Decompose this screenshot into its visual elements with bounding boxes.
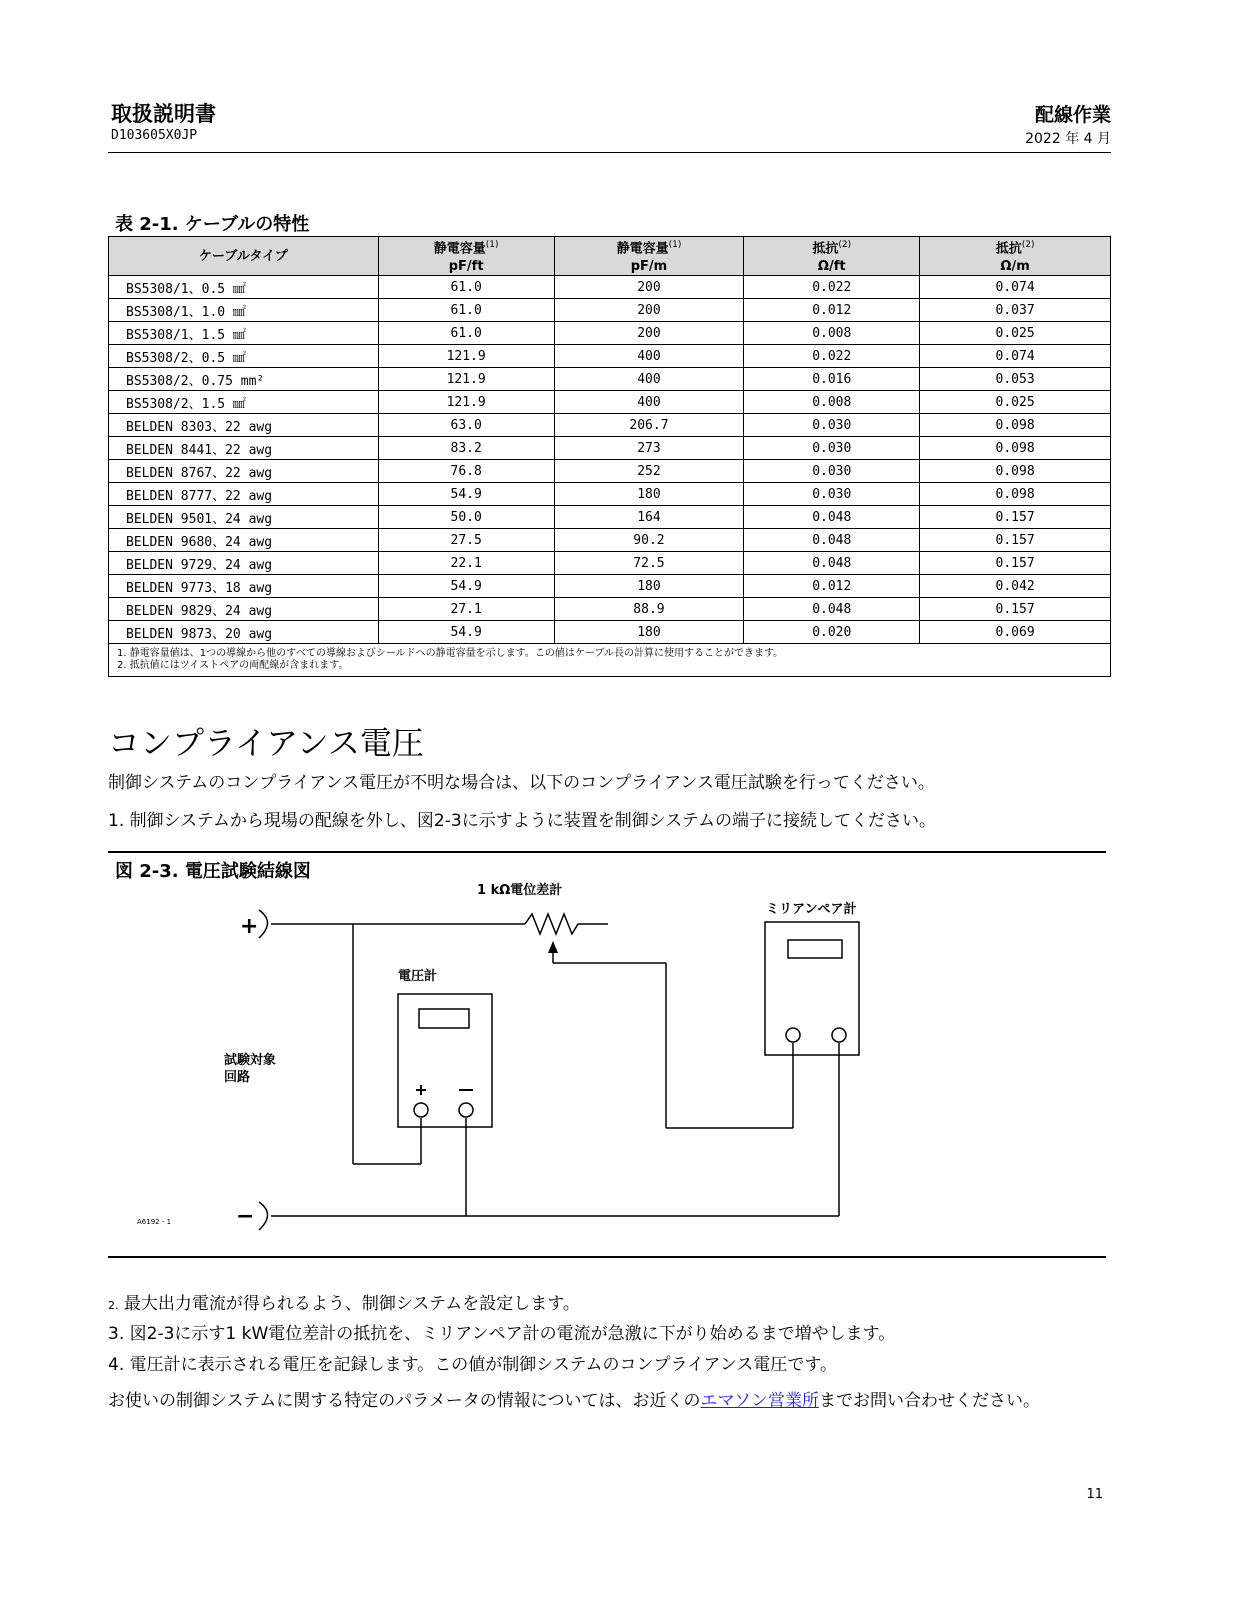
value-cell: 61.0	[378, 322, 554, 345]
cable-type-cell: BS5308/2、0.5 ㎟	[109, 345, 379, 368]
circuit-label-line1: 試験対象	[224, 1053, 277, 1068]
value-cell: 22.1	[378, 552, 554, 575]
value-cell: 200	[554, 276, 744, 299]
table-row	[109, 506, 1111, 529]
cable-type-cell: BELDEN 8767、22 awg	[109, 460, 379, 483]
milliammeter-box	[765, 922, 859, 1055]
value-cell: 180	[554, 621, 744, 644]
closing-paragraph	[108, 1386, 1040, 1411]
table-row	[109, 299, 1111, 322]
table-row	[109, 345, 1111, 368]
page-number: 11	[1086, 1487, 1103, 1502]
document-title: 取扱説明書	[111, 102, 216, 126]
voltage-test-wiring-diagram	[0, 870, 1237, 1260]
figure-id: A6192 - 1	[137, 1218, 172, 1226]
value-cell: 90.2	[554, 529, 744, 552]
table-row	[109, 322, 1111, 345]
value-cell: 400	[554, 391, 744, 414]
figure-bottom-rule	[108, 1256, 1106, 1258]
voltmeter-display	[419, 1009, 469, 1028]
value-cell: 400	[554, 368, 744, 391]
value-cell: 83.2	[378, 437, 554, 460]
value-cell: 121.9	[378, 368, 554, 391]
cable-type-cell: BELDEN 9829、24 awg	[109, 598, 379, 621]
step-4: 4. 電圧計に表示される電圧を記録します。この値が制御システムのコンプライアンス電圧です。	[108, 1355, 837, 1375]
value-cell: 206.7	[554, 414, 744, 437]
value-cell: 0.008	[744, 322, 920, 345]
figure-top-rule	[108, 851, 1106, 853]
step-2-number: 2.	[108, 1299, 119, 1312]
section-name: 配線作業	[1034, 104, 1111, 126]
value-cell: 0.008	[744, 391, 920, 414]
value-cell: 0.157	[920, 529, 1111, 552]
step-3: 3. 図2-3に示す1 kW電位差計の抵抗を、ミリアンペア計の電流が急激に下がり始めるまで増やします。	[108, 1324, 896, 1344]
table-row	[109, 621, 1111, 644]
value-cell: 121.9	[378, 345, 554, 368]
table-notes-row	[109, 644, 1111, 677]
value-cell: 54.9	[378, 575, 554, 598]
value-cell: 0.020	[744, 621, 920, 644]
value-cell: 0.157	[920, 598, 1111, 621]
value-cell: 200	[554, 299, 744, 322]
table-row	[109, 598, 1111, 621]
table-row	[109, 276, 1111, 299]
value-cell: 0.048	[744, 598, 920, 621]
value-cell: 0.098	[920, 483, 1111, 506]
value-cell: 27.1	[378, 598, 554, 621]
value-cell: 0.157	[920, 506, 1111, 529]
value-cell: 0.157	[920, 552, 1111, 575]
cable-type-cell: BS5308/2、0.75 mm²	[109, 368, 379, 391]
value-cell: 273	[554, 437, 744, 460]
cable-type-cell: BELDEN 8303、22 awg	[109, 414, 379, 437]
value-cell: 180	[554, 575, 744, 598]
cable-type-cell: BELDEN 9680、24 awg	[109, 529, 379, 552]
value-cell: 400	[554, 345, 744, 368]
document-date: 2022 年 4 月	[1025, 131, 1111, 147]
value-cell: 0.030	[744, 483, 920, 506]
table-row	[109, 368, 1111, 391]
value-cell: 0.074	[920, 345, 1111, 368]
milliammeter-display	[788, 940, 842, 958]
potentiometer-symbol	[525, 914, 578, 934]
table-row	[109, 391, 1111, 414]
table-caption: 表 2-1. ケーブルの特性	[115, 214, 310, 235]
value-cell: 0.016	[744, 368, 920, 391]
table-row	[109, 414, 1111, 437]
column-header-capacitance-m: 静電容量$^{(1)}$ pF/m	[554, 237, 744, 276]
milliammeter-label: ミリアンペア計	[766, 902, 857, 917]
cable-type-cell: BELDEN 9773、18 awg	[109, 575, 379, 598]
value-cell: 0.037	[920, 299, 1111, 322]
document-number: D103605X0JP	[111, 128, 198, 143]
column-header-resistance-ft: 抵抗$^{(2)}$ Ω/ft	[744, 237, 920, 276]
cable-type-cell: BS5308/1、1.5 ㎟	[109, 322, 379, 345]
value-cell: 0.098	[920, 460, 1111, 483]
value-cell: 0.042	[920, 575, 1111, 598]
value-cell: 0.022	[744, 276, 920, 299]
table-notes	[109, 644, 1111, 677]
value-cell: 200	[554, 322, 744, 345]
cable-type-cell: BELDEN 9873、20 awg	[109, 621, 379, 644]
plus-terminal-symbol	[259, 910, 268, 938]
value-cell: 0.098	[920, 437, 1111, 460]
circuit-label-line2: 回路	[224, 1070, 251, 1085]
value-cell: 0.030	[744, 460, 920, 483]
table-row	[109, 552, 1111, 575]
minus-label: −	[236, 1204, 255, 1229]
table-row	[109, 483, 1111, 506]
cable-type-cell: BS5308/1、0.5 ㎟	[109, 276, 379, 299]
intro-paragraph: 制御システムのコンプライアンス電圧が不明な場合は、以下のコンプライアンス電圧試験を行ってください。	[108, 773, 935, 793]
table-header-row	[109, 237, 1111, 276]
value-cell: 0.030	[744, 414, 920, 437]
value-cell: 0.053	[920, 368, 1111, 391]
value-cell: 0.048	[744, 552, 920, 575]
value-cell: 0.098	[920, 414, 1111, 437]
closing-text-before: お使いの制御システムに関する特定のパラメータの情報については、お近くの	[108, 1391, 701, 1411]
cable-type-cell: BS5308/1、1.0 ㎟	[109, 299, 379, 322]
step-2-text: 最大出力電流が得られるよう、制御システムを設定します。	[123, 1294, 580, 1314]
value-cell: 0.069	[920, 621, 1111, 644]
value-cell: 0.022	[744, 345, 920, 368]
value-cell: 61.0	[378, 299, 554, 322]
column-header-resistance-m: 抵抗$^{(2)}$ Ω/m	[920, 237, 1111, 276]
voltmeter-box	[398, 994, 492, 1127]
table-row	[109, 529, 1111, 552]
voltmeter-minus-jack	[459, 1103, 473, 1117]
milliammeter-jack-1	[786, 1028, 800, 1042]
table-note-1: 1. 静電容量値は、1つの導線から他のすべての導線およびシールドへの静電容量を示します。この値はケーブル長の計算に使用することができます。	[117, 648, 784, 659]
figure-caption: 図 2-3. 電圧試験結線図	[115, 861, 311, 882]
value-cell: 72.5	[554, 552, 744, 575]
voltmeter-plus-jack	[414, 1103, 428, 1117]
value-cell: 50.0	[378, 506, 554, 529]
column-header-cable-type: ケーブルタイプ	[109, 237, 379, 276]
value-cell: 121.9	[378, 391, 554, 414]
value-cell: 0.048	[744, 506, 920, 529]
potentiometer-wiper-arrow	[548, 941, 558, 953]
value-cell: 27.5	[378, 529, 554, 552]
column-header-capacitance-ft: 静電容量$^{(1)}$ pF/ft	[378, 237, 554, 276]
header-divider	[108, 152, 1111, 153]
value-cell: 54.9	[378, 621, 554, 644]
value-cell: 76.8	[378, 460, 554, 483]
value-cell: 61.0	[378, 276, 554, 299]
table-row	[109, 437, 1111, 460]
cable-type-cell: BELDEN 8777、22 awg	[109, 483, 379, 506]
cable-characteristics-table	[108, 236, 1111, 677]
table-row	[109, 460, 1111, 483]
plus-label: +	[240, 914, 259, 939]
value-cell: 252	[554, 460, 744, 483]
minus-terminal-symbol	[259, 1202, 268, 1230]
value-cell: 54.9	[378, 483, 554, 506]
cable-type-cell: BELDEN 9729、24 awg	[109, 552, 379, 575]
value-cell: 0.012	[744, 299, 920, 322]
cable-type-cell: BELDEN 8441、22 awg	[109, 437, 379, 460]
value-cell: 0.048	[744, 529, 920, 552]
value-cell: 164	[554, 506, 744, 529]
milliammeter-jack-2	[832, 1028, 846, 1042]
cable-type-cell: BS5308/2、1.5 ㎟	[109, 391, 379, 414]
table-note-2: 2. 抵抗値にはツイストペアの両配線が含まれます。	[117, 660, 349, 671]
table-row	[109, 575, 1111, 598]
value-cell: 0.030	[744, 437, 920, 460]
step-2	[108, 1289, 580, 1314]
value-cell: 180	[554, 483, 744, 506]
closing-text-after: までお問い合わせください。	[818, 1391, 1040, 1411]
value-cell: 0.025	[920, 391, 1111, 414]
potentiometer-label: 1 kΩ電位差計	[477, 883, 563, 898]
value-cell: 0.012	[744, 575, 920, 598]
step-1: 1. 制御システムから現場の配線を外し、図2-3に示すように装置を制御システムの端子に接続してください。	[108, 811, 936, 831]
section-heading: コンプライアンス電圧	[108, 724, 424, 762]
cable-type-cell: BELDEN 9501、24 awg	[109, 506, 379, 529]
value-cell: 63.0	[378, 414, 554, 437]
value-cell: 88.9	[554, 598, 744, 621]
value-cell: 0.025	[920, 322, 1111, 345]
emerson-sales-office-link[interactable]: エマソン営業所	[700, 1391, 819, 1411]
voltmeter-label: 電圧計	[398, 969, 438, 984]
value-cell: 0.074	[920, 276, 1111, 299]
